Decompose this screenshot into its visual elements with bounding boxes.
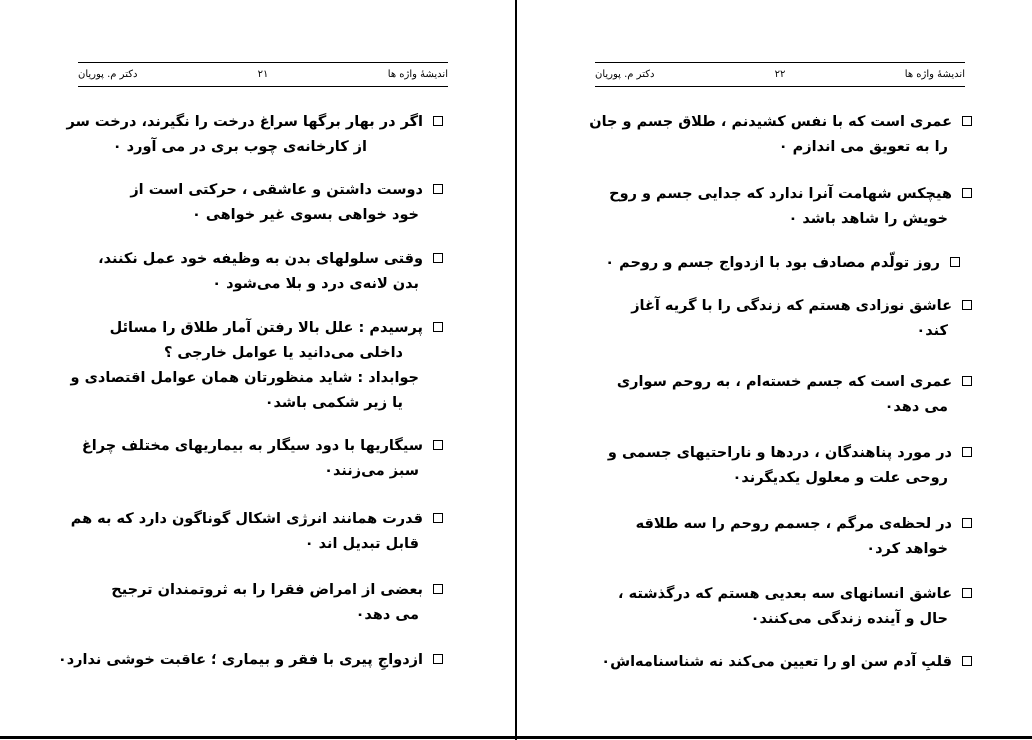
square-bullet-icon [962,376,972,386]
square-bullet-icon [962,447,972,457]
quote-item: هیچکس شهامت آنرا ندارد که جدایی جسم و روح خویش را شاهد باشد ۰ [609,182,972,232]
header-rule [78,86,448,87]
book-title: اندیشهٔ واژه ها [904,69,965,80]
header-rule [595,86,965,87]
left-page [0,0,515,736]
quote-item: قلبِ آدم سن او را تعیین می‌کند نه شناسنامه‌اش۰ [601,650,972,675]
square-bullet-icon [950,257,960,267]
quote-item: عمری است که با نفس کشیدنم ، طلاق جسم و جان را به تعویق می اندازم ۰ [589,110,972,160]
square-bullet-icon [962,518,972,528]
square-bullet-icon [433,253,443,263]
square-bullet-icon [433,322,443,332]
page-header [595,67,965,83]
book-title: اندیشهٔ واژه ها [387,69,448,80]
page-number: ۲۱ [257,69,269,80]
quote-item: وقتی سلولهای بدن به وظیفه خود عمل نکنند، بدن لانه‌ی درد و بلا می‌شود ۰ [98,247,443,297]
quote-item: روز تولّدم مصادف بود با ازدواج جسم و روحم ۰ [605,251,960,276]
page-number: ۲۲ [774,69,786,80]
quote-item: در لحظه‌ی مرگم ، جسمم روحم را سه طلاقه خواهد کرد۰ [636,512,972,562]
header-top-rule [78,62,448,63]
author-name: دکتر م. پوریان [595,69,655,80]
quote-item: در مورد پناهندگان ، دردها و ناراحتیهای جسمی و روحی علت و معلول یکدیگرند۰ [608,441,972,491]
right-page [517,0,1032,736]
header-top-rule [595,62,965,63]
square-bullet-icon [433,440,443,450]
quote-item: قدرت همانند انرژی اشکال گوناگون دارد که به هم قابل تبدیل اند ۰ [71,507,443,557]
author-name: دکتر م. پوریان [78,69,138,80]
square-bullet-icon [962,116,972,126]
square-bullet-icon [962,588,972,598]
square-bullet-icon [433,584,443,594]
quote-item: ازدواجِ پیری با فقر و بیماری ؛ عاقبت خوشی ندارد۰ [58,648,443,673]
page-header [78,67,448,83]
square-bullet-icon [433,513,443,523]
quote-item: دوست داشتن و عاشقی ، حرکتی است از خود خواهی بسوی غیر خواهی ۰ [130,178,443,228]
quote-item: اگر در بهار برگها سراغ درخت را نگیرند، درخت سر از کارخانه‌ی چوب بری در می آورد ۰ [67,110,443,160]
quote-item: عاشق نوزادی هستم که زندگی را با گریه آغاز کند۰ [631,294,972,344]
square-bullet-icon [433,116,443,126]
square-bullet-icon [433,184,443,194]
quote-item: پرسیدم : علل بالا رفتن آمار طلاق را مسائل داخلی می‌دانید یا عوامل خارجی ؟ جوابداد : شاید منظورتان همان عوامل اقتصادی و یا زیر شکمی باشد۰ [71,316,443,416]
square-bullet-icon [433,654,443,664]
square-bullet-icon [962,656,972,666]
quote-item: سیگاریها با دود سیگار به بیماریهای مختلف چراغ سبز می‌زنند۰ [82,434,443,484]
square-bullet-icon [962,188,972,198]
scan-bottom-edge [0,736,1032,739]
quote-item: عمری است که جسم خسته‌ام ، به روحم سواری می دهد۰ [617,370,972,420]
quote-item: عاشق انسانهای سه بعدیی هستم که درگذشته ، حال و آینده زندگی می‌کنند۰ [618,582,972,632]
square-bullet-icon [962,300,972,310]
quote-item: بعضی از امراض فقرا را به ثروتمندان ترجیح می دهد۰ [111,578,443,628]
